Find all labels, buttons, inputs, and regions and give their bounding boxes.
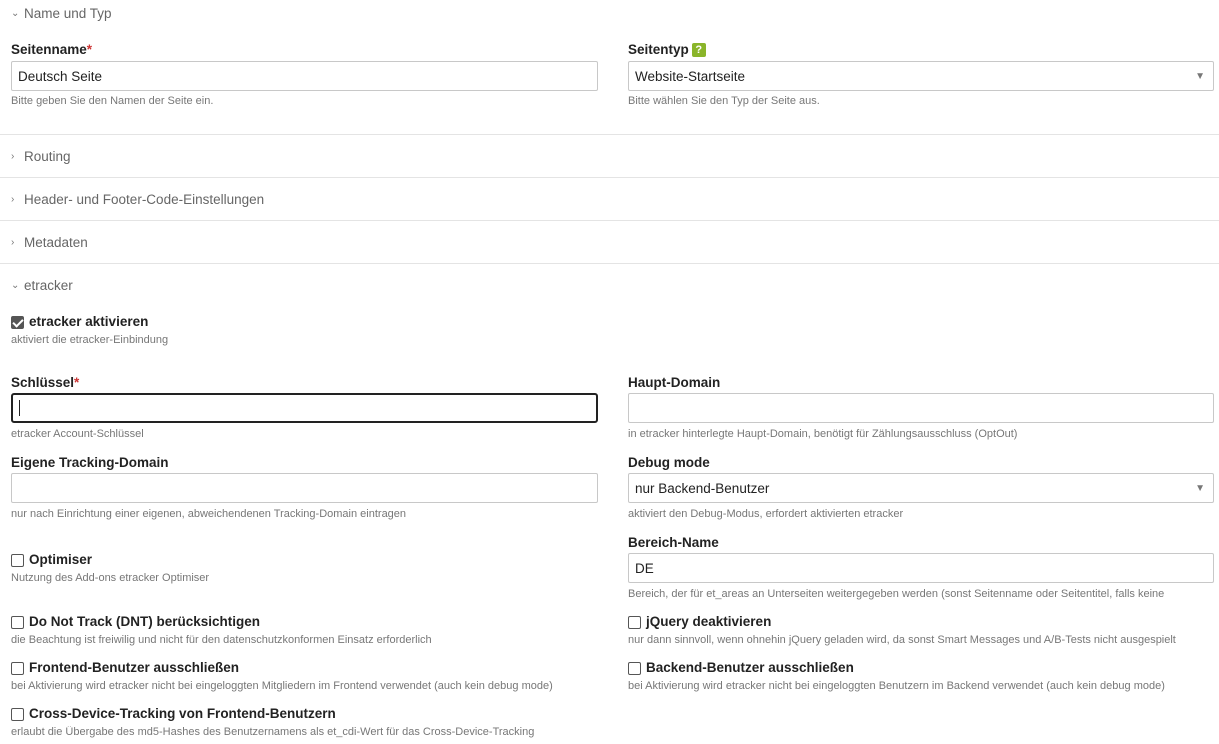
optimiser-checkbox[interactable] — [11, 554, 24, 567]
schluessel-tip: etracker Account-Schlüssel — [11, 428, 144, 440]
seitentyp-tip: Bitte wählen Sie den Typ der Seite aus. — [628, 95, 820, 107]
schluessel-label-text: Schlüssel — [11, 375, 75, 390]
seitentyp-label — [628, 42, 706, 57]
legend-label: Header- und Footer-Code-Einstellungen — [24, 192, 265, 207]
debug-mode-select[interactable] — [628, 473, 1214, 503]
debug-mode-value: nur Backend-Benutzer — [635, 480, 770, 496]
frontend-exclude-checkbox[interactable] — [11, 662, 24, 675]
cross-device-checkbox[interactable] — [11, 708, 24, 721]
dnt-checkbox[interactable] — [11, 616, 24, 629]
bereich-name-tip: Bereich, der für et_areas an Unterseiten weitergegeben werden (sonst Seitenname oder Seitentitel, falls keine — [628, 588, 1165, 600]
optimiser-tip: Nutzung des Add-ons etracker Optimiser — [11, 572, 210, 584]
backend-exclude-tip: bei Aktivierung wird etracker nicht bei eingeloggten Benutzern im Backend verwendet (auch kein debug mode) — [628, 680, 1165, 692]
legend-label: etracker — [24, 278, 73, 293]
required-mark: * — [74, 375, 80, 390]
legend-label: Name und Typ — [24, 6, 112, 21]
chevron-right-icon: › — [11, 194, 15, 205]
dropdown-arrow-icon: ▼ — [1195, 483, 1205, 494]
chevron-down-icon: ⌄ — [11, 8, 20, 19]
legend-name-und-typ[interactable] — [0, 0, 1219, 35]
bereich-name-input[interactable] — [628, 553, 1214, 583]
legend-routing[interactable] — [0, 135, 1219, 178]
haupt-domain-input[interactable] — [628, 393, 1214, 423]
seitenname-value: Deutsch Seite — [18, 68, 103, 84]
seitentyp-value: Website-Startseite — [635, 68, 746, 84]
etracker-aktivieren-label: etracker aktivieren — [29, 314, 149, 329]
legend-metadaten[interactable] — [0, 221, 1219, 264]
legend-label: Metadaten — [24, 235, 88, 250]
dnt-label: Do Not Track (DNT) berücksichtigen — [29, 614, 261, 629]
chevron-right-icon: › — [11, 237, 15, 248]
backend-exclude-checkbox[interactable] — [628, 662, 641, 675]
legend-header-footer[interactable] — [0, 178, 1219, 221]
jquery-tip: nur dann sinnvoll, wenn ohnehin jQuery geladen wird, da sonst Smart Messages und A/B-Tests nicht ausgespielt — [628, 634, 1176, 646]
schluessel-input[interactable] — [11, 393, 598, 423]
chevron-down-icon: ⌄ — [11, 280, 20, 291]
text-caret — [19, 400, 20, 416]
schluessel-label — [11, 375, 79, 390]
seitenname-label — [11, 42, 92, 57]
seitenname-input[interactable] — [11, 61, 598, 91]
debug-mode-label: Debug mode — [628, 455, 710, 470]
backend-exclude-label: Backend-Benutzer ausschließen — [646, 660, 854, 675]
legend-label: Routing — [24, 149, 71, 164]
help-icon[interactable]: ? — [692, 43, 706, 57]
seitentyp-select[interactable] — [628, 61, 1214, 91]
dnt-tip: die Beachtung ist freiwilig und nicht für den datenschutzkonformen Einsatz erforderlich — [11, 634, 432, 646]
tracking-domain-input[interactable] — [11, 473, 598, 503]
seitenname-label-text: Seitenname — [11, 42, 87, 57]
bereich-name-value: DE — [635, 560, 654, 576]
etracker-aktivieren-tip: aktiviert die etracker-Einbindung — [11, 334, 169, 346]
jquery-checkbox[interactable] — [628, 616, 641, 629]
seitenname-tip: Bitte geben Sie den Namen der Seite ein. — [11, 95, 214, 107]
required-mark: * — [86, 42, 93, 57]
bereich-name-label: Bereich-Name — [628, 535, 719, 550]
cross-device-label: Cross-Device-Tracking von Frontend-Benutzern — [29, 706, 336, 721]
tracking-domain-tip: nur nach Einrichtung einer eigenen, abweichendenen Tracking-Domain eintragen — [11, 508, 407, 520]
tracking-domain-label: Eigene Tracking-Domain — [11, 455, 169, 470]
dropdown-arrow-icon: ▼ — [1195, 71, 1205, 82]
optimiser-label: Optimiser — [29, 552, 93, 567]
chevron-right-icon: › — [11, 151, 15, 162]
jquery-label: jQuery deaktivieren — [646, 614, 772, 629]
seitentyp-label-text: Seitentyp — [628, 42, 689, 57]
legend-etracker[interactable] — [0, 264, 1219, 307]
cross-device-tip: erlaubt die Übergabe des md5-Hashes des Benutzernamens als et_cdi-Wert für das Cross-Device-Tracking — [11, 726, 535, 738]
frontend-exclude-tip: bei Aktivierung wird etracker nicht bei eingeloggten Mitgliedern im Frontend verwendet (auch kein debug mode) — [11, 680, 553, 692]
frontend-exclude-label: Frontend-Benutzer ausschließen — [29, 660, 240, 675]
debug-mode-tip: aktiviert den Debug-Modus, erfordert aktivierten etracker — [628, 508, 904, 520]
etracker-aktivieren-checkbox[interactable] — [11, 316, 24, 329]
haupt-domain-tip: in etracker hinterlegte Haupt-Domain, benötigt für Zählungsausschluss (OptOut) — [628, 428, 1018, 440]
haupt-domain-label: Haupt-Domain — [628, 375, 721, 390]
